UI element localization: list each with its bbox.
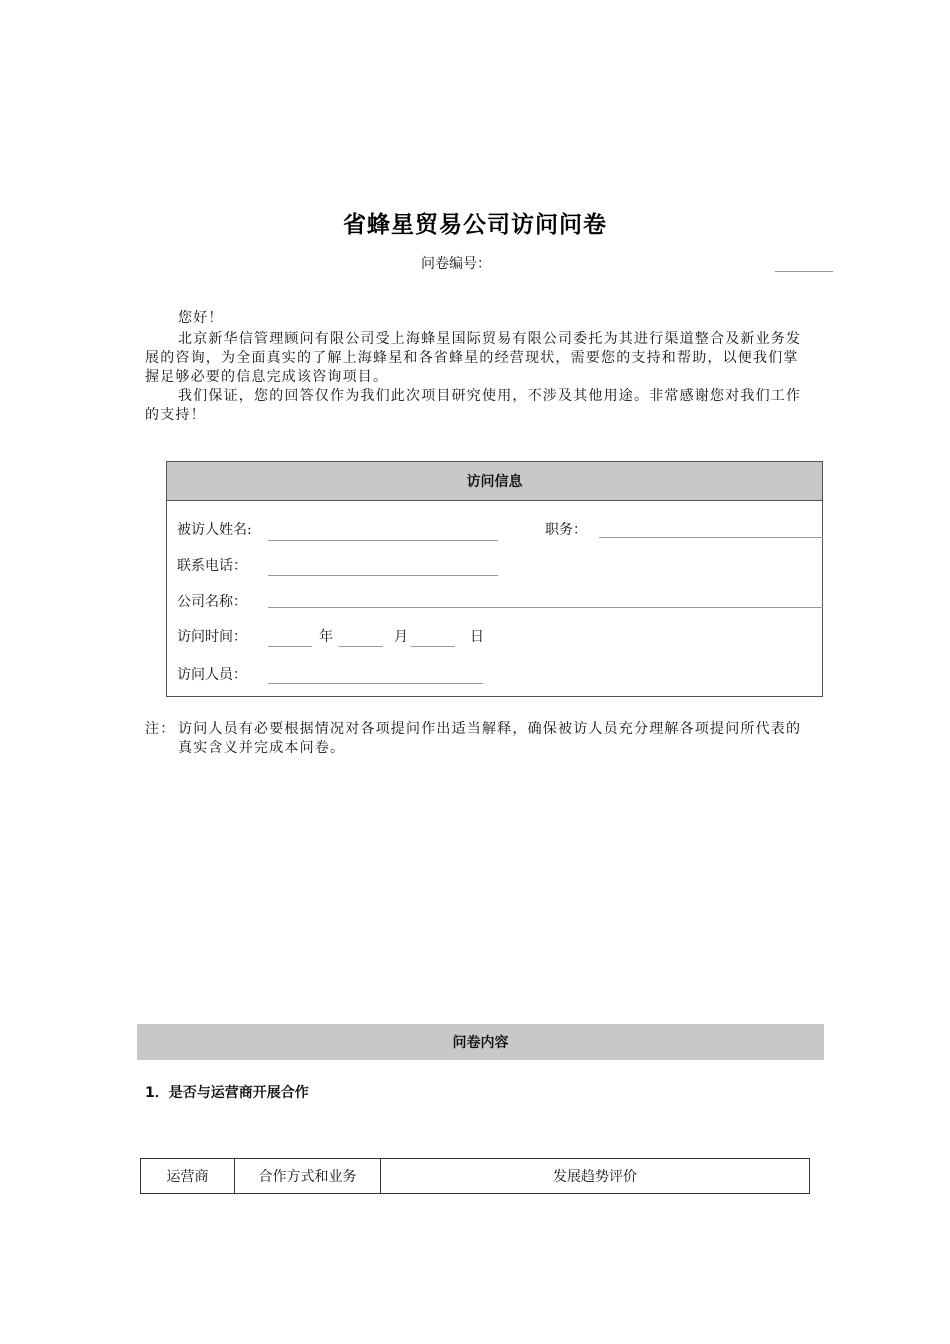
interviewee-name-label: 被访人姓名: xyxy=(177,522,252,538)
position-field[interactable] xyxy=(599,537,823,538)
note xyxy=(145,720,810,758)
interview-time-label: 访问时间： xyxy=(177,629,247,645)
interviewer-field[interactable] xyxy=(268,683,483,684)
table-header-row xyxy=(141,1159,810,1194)
intro-paragraph-1: 北京新华信管理顾问有限公司受上海蜂星国际贸易有限公司委托为其进行渠道整合及新业务发展的咨询，为全面真实的了解上海蜂星和各省蜂星的经营现状，需要您的支持和帮助，以便我们掌握足够必要的信息完成该咨询项目。 xyxy=(145,331,802,385)
greeting: 您好！ xyxy=(178,310,224,326)
year-label: 年 xyxy=(319,629,333,645)
interviewee-name-field[interactable] xyxy=(268,540,498,541)
operator-table xyxy=(140,1158,810,1194)
page-title: 省蜂星贸易公司访问问卷 xyxy=(343,212,607,238)
column-header-trend: 发展趋势评价 xyxy=(381,1159,810,1194)
company-name-label: 公司名称： xyxy=(177,594,247,610)
column-header-cooperation: 合作方式和业务 xyxy=(235,1159,381,1194)
phone-field[interactable] xyxy=(268,575,498,576)
interviewer-label: 访问人员： xyxy=(177,667,247,683)
month-field[interactable] xyxy=(339,646,383,647)
phone-label: 联系电话： xyxy=(177,558,247,574)
month-label: 月 xyxy=(394,629,408,645)
company-name-field[interactable] xyxy=(268,607,823,608)
questionnaire-no-field[interactable] xyxy=(775,271,833,272)
questionnaire-content-header: 问卷内容 xyxy=(137,1024,824,1060)
note-prefix: 注： xyxy=(145,721,176,737)
column-header-operator: 运营商 xyxy=(141,1159,235,1194)
intro-paragraph-2: 我们保证，您的回答仅作为我们此次项目研究使用，不涉及其他用途。非常感谢您对我们工作的支持！ xyxy=(145,388,802,423)
day-field[interactable] xyxy=(411,646,455,647)
year-field[interactable] xyxy=(268,646,312,647)
question-1: 1．是否与运营商开展合作 xyxy=(145,1085,309,1101)
questionnaire-no-label: 问卷编号： xyxy=(421,256,491,272)
position-label: 职务： xyxy=(545,522,587,538)
day-label: 日 xyxy=(470,629,484,645)
note-text: 访问人员有必要根据情况对各项提问作出适当解释，确保被访人员充分理解各项提问所代表的真实含义并完成本问卷。 xyxy=(178,721,802,756)
interview-info-header: 访问信息 xyxy=(167,462,822,501)
interview-info-section xyxy=(166,461,823,697)
